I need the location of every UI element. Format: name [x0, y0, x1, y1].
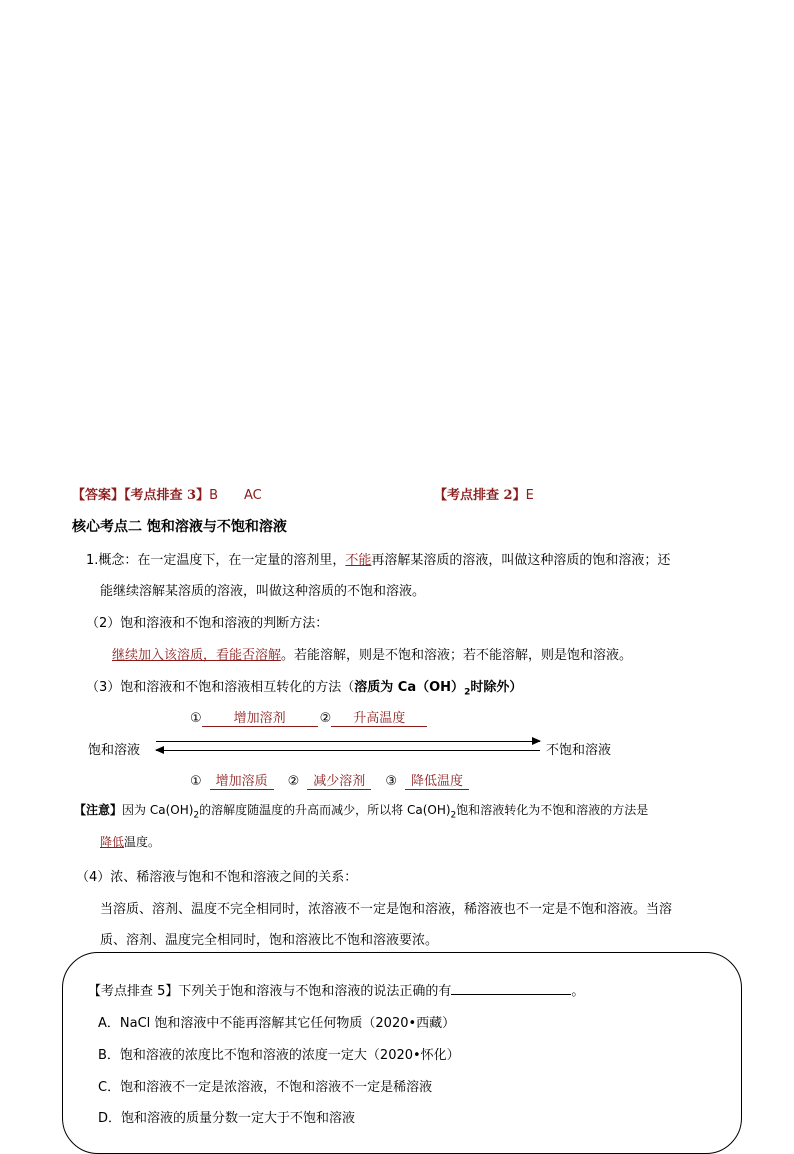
check3-label: 【考点排查 3】 — [124, 488, 210, 503]
option-b: B．饱和溶液的浓度比不饱和溶液的浓度一定大（2020•怀化） — [98, 1048, 460, 1063]
convert-bottom-methods — [190, 770, 469, 790]
judge-rest: 。若能溶解，则是不饱和溶液；若不能溶解，则是饱和溶液。 — [281, 648, 633, 663]
question5-label: 【考点排查 5】 — [88, 984, 179, 999]
top-num-1: ① — [190, 711, 202, 726]
arrow-right — [156, 741, 540, 742]
question5-answer-blank[interactable] — [451, 980, 571, 995]
question5-stem-line — [88, 980, 584, 999]
top-fill-1: 增加溶剂 — [202, 707, 318, 727]
bottom-fill-2: 减少溶剂 — [307, 770, 371, 790]
bottom-num-2: ② — [287, 774, 300, 789]
question5-end: 。 — [571, 984, 585, 999]
check2-label: 【考点排查 2】 — [434, 488, 526, 503]
concept-keyword: 不能 — [345, 553, 372, 568]
note-text-2: 的溶解度随温度的升高而减少，所以将 Ca(OH) — [199, 803, 451, 817]
relation-line-1: 当溶质、溶剂、温度不完全相同时，浓溶液不一定是饱和溶液，稀溶液也不一定是不饱和溶液。当溶 — [100, 902, 673, 917]
note-text-3: 饱和溶液转化为不饱和溶液的方法是 — [456, 803, 649, 817]
judge-heading: （2）饱和溶液和不饱和溶液的判断方法： — [86, 616, 329, 631]
bottom-num-1: ① — [190, 774, 202, 789]
answer-line — [72, 484, 262, 503]
check3-value2: AC — [244, 488, 262, 503]
concept-line-2: 能继续溶解某溶质的溶液，叫做这种溶质的不饱和溶液。 — [100, 584, 426, 599]
note-line-2 — [100, 833, 160, 850]
relation-line-2: 质、溶剂、温度完全相同时，饱和溶液比不饱和溶液要浓。 — [100, 933, 439, 948]
check3-value1: B — [209, 488, 219, 503]
convert-heading-sub: 2 — [464, 687, 471, 698]
concept-prefix: 1.概念：在一定温度下，在一定量的溶剂里， — [86, 553, 346, 568]
convert-heading — [86, 676, 522, 698]
bottom-fill-3: 降低温度 — [405, 770, 469, 790]
check2-value: E — [525, 488, 534, 503]
section-title: 核心考点二 饱和溶液与不饱和溶液 — [72, 519, 287, 535]
top-fill-2: 升高温度 — [331, 707, 427, 727]
option-d: D．饱和溶液的质量分数一定大于不饱和溶液 — [98, 1111, 356, 1126]
top-num-2: ② — [319, 711, 332, 726]
answer-line-2 — [434, 484, 534, 503]
unsaturated-label: 不饱和溶液 — [546, 743, 612, 758]
note-sub-2: 2 — [450, 810, 457, 821]
note-answer: 降低 — [100, 835, 125, 849]
note-text-4: 温度。 — [124, 835, 161, 849]
convert-heading-bold: 溶质为 Ca（OH） — [354, 680, 465, 695]
convert-heading-bold-end: 时除外） — [470, 680, 523, 695]
concept-suffix: 再溶解某溶质的溶液，叫做这种溶质的饱和溶液；还 — [371, 553, 671, 568]
convert-heading-text: （3）饱和溶液和不饱和溶液相互转化的方法（ — [86, 680, 355, 695]
relation-heading: （4）浓、稀溶液与饱和不饱和溶液之间的关系： — [76, 870, 358, 885]
answer-label: 【答案】 — [72, 488, 125, 503]
judge-line — [112, 644, 632, 663]
note-line-1 — [74, 801, 648, 820]
note-label: 【注意】 — [74, 803, 123, 817]
arrow-left — [156, 750, 540, 751]
concept-line-1 — [86, 549, 670, 568]
convert-top-methods — [190, 707, 427, 727]
saturated-label: 饱和溶液 — [88, 743, 141, 758]
bottom-num-3: ③ — [385, 774, 397, 789]
bottom-fill-1: 增加溶质 — [210, 770, 274, 790]
judge-method: 继续加入该溶质，看能否溶解 — [112, 648, 282, 663]
option-a: A．NaCl 饱和溶液中不能再溶解其它任何物质（2020•西藏） — [98, 1016, 456, 1031]
note-sub-1: 2 — [193, 810, 200, 821]
option-c: C．饱和溶液不一定是浓溶液，不饱和溶液不一定是稀溶液 — [98, 1080, 433, 1095]
note-text-1: 因为 Ca(OH) — [122, 803, 194, 817]
question5-stem: 下列关于饱和溶液与不饱和溶液的说法正确的有 — [178, 984, 452, 999]
